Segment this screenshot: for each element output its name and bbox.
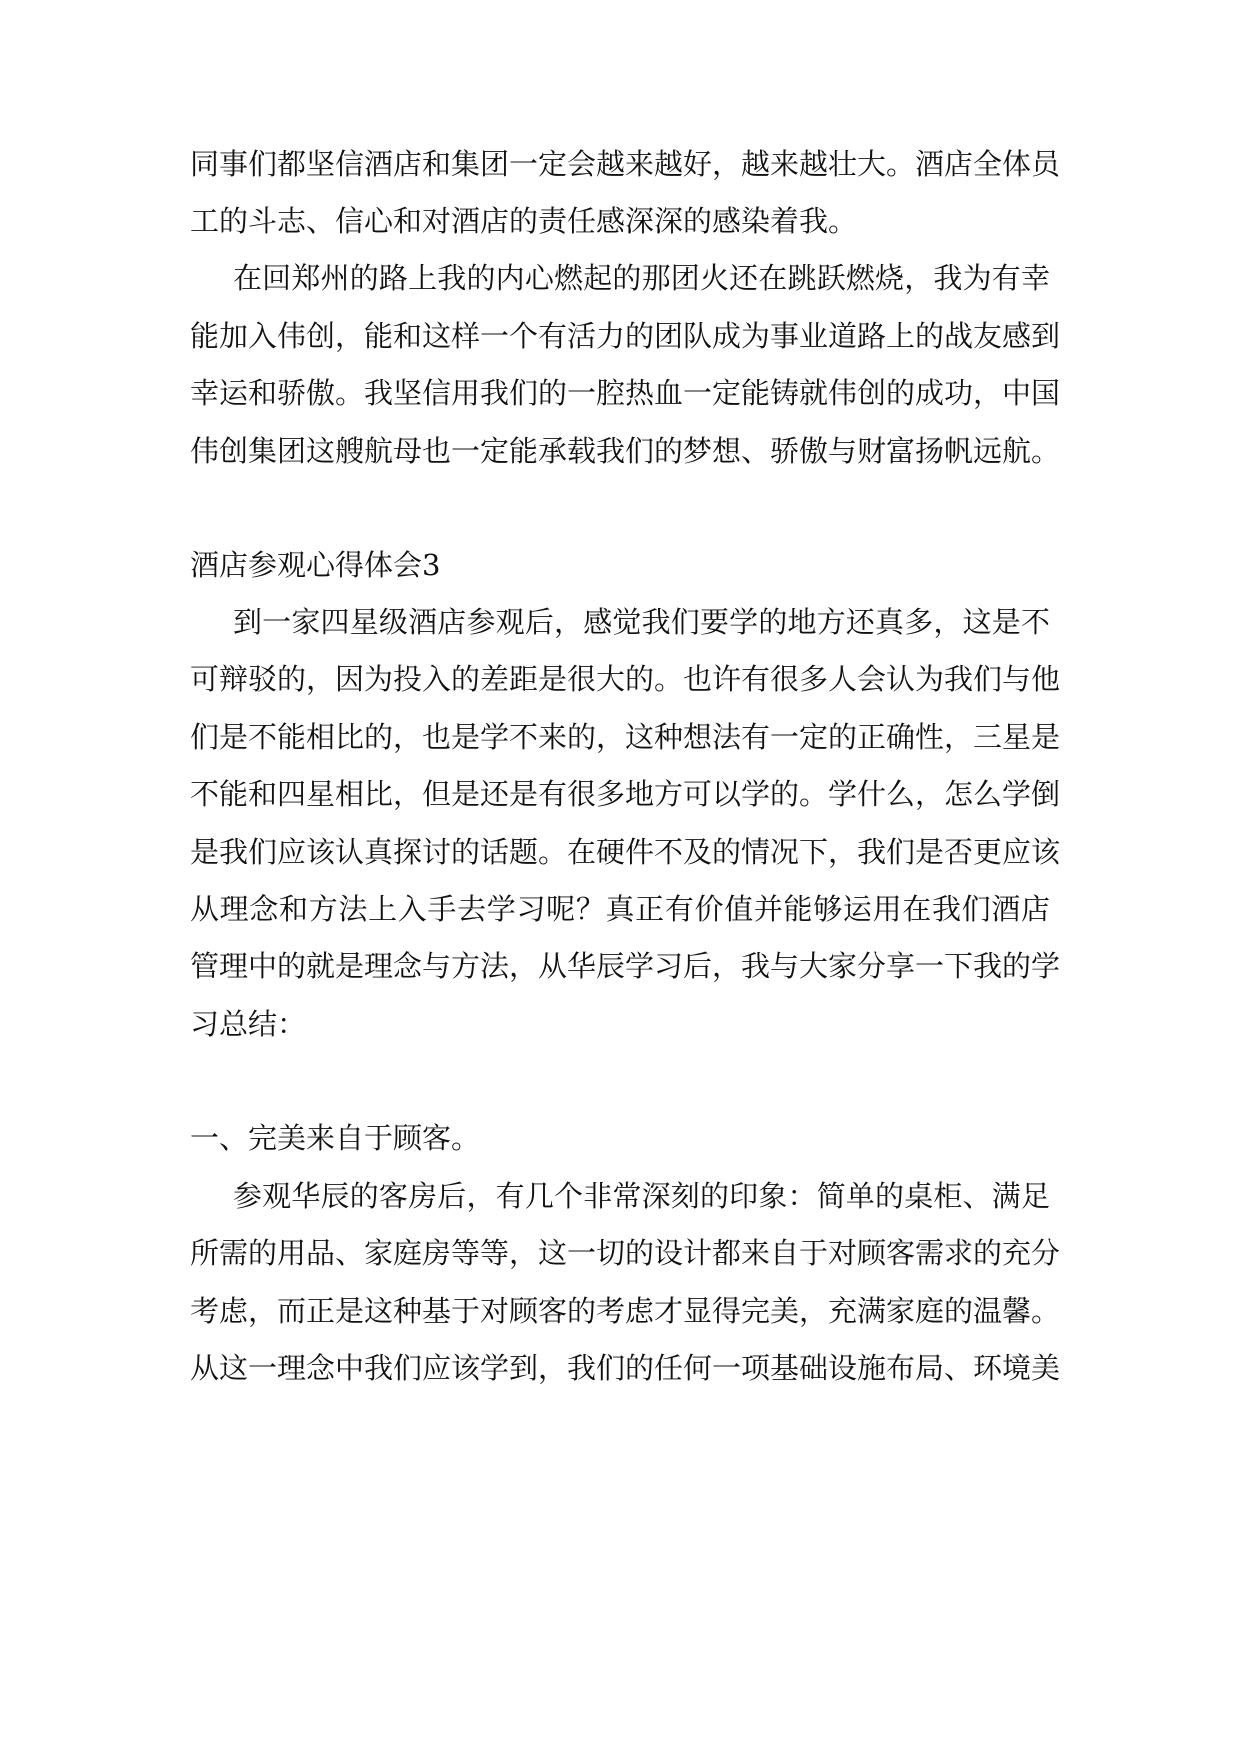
paragraph-4-line-3: 考虑，而正是这种基于对顾客的考虑才显得完美，充满家庭的温馨。 bbox=[190, 1294, 1061, 1328]
paragraph-3-line-4: 不能和四星相比，但是还是有很多地方可以学的。学什么，怎么学倒 bbox=[190, 777, 1061, 811]
paragraph-3-line-5: 是我们应该认真探讨的话题。在硬件不及的情况下，我们是否更应该 bbox=[190, 835, 1061, 869]
paragraph-3-line-3: 们是不能相比的，也是学不来的，这种想法有一定的正确性，三星是 bbox=[190, 720, 1061, 754]
subheading-1: 一、完美来自于顾客。 bbox=[190, 1121, 481, 1155]
paragraph-3-line-8: 习总结： bbox=[190, 1007, 307, 1041]
paragraph-2-line-2: 能加入伟创，能和这样一个有活力的团队成为事业道路上的战友感到 bbox=[190, 319, 1061, 353]
section-title: 酒店参观心得体会3 bbox=[190, 548, 441, 582]
paragraph-3-line-6: 从理念和方法上入手去学习呢？真正有价值并能够运用在我们酒店 bbox=[190, 892, 1050, 926]
paragraph-2-line-4: 伟创集团这艘航母也一定能承载我们的梦想、骄傲与财富扬帆远航。 bbox=[190, 434, 1061, 468]
paragraph-4-line-2: 所需的用品、家庭房等等，这一切的设计都来自于对顾客需求的充分 bbox=[190, 1236, 1061, 1270]
paragraph-4-line-4: 从这一理念中我们应该学到，我们的任何一项基础设施布局、环境美 bbox=[190, 1351, 1061, 1385]
paragraph-3-line-1: 到一家四星级酒店参观后，感觉我们要学的地方还真多，这是不 bbox=[233, 605, 1050, 639]
paragraph-3-line-7: 管理中的就是理念与方法，从华辰学习后，我与大家分享一下我的学 bbox=[190, 949, 1061, 983]
paragraph-1-line-1: 同事们都坚信酒店和集团一定会越来越好，越来越壮大。酒店全体员 bbox=[190, 147, 1061, 181]
paragraph-2-line-3: 幸运和骄傲。我坚信用我们的一腔热血一定能铸就伟创的成功，中国 bbox=[190, 376, 1061, 410]
paragraph-2-line-1: 在回郑州的路上我的内心燃起的那团火还在跳跃燃烧，我为有幸 bbox=[233, 261, 1050, 295]
paragraph-3-line-2: 可辩驳的，因为投入的差距是很大的。也许有很多人会认为我们与他 bbox=[190, 662, 1061, 696]
paragraph-1-line-2: 工的斗志、信心和对酒店的责任感深深的感染着我。 bbox=[190, 204, 858, 238]
paragraph-4-line-1: 参观华辰的客房后，有几个非常深刻的印象：简单的桌柜、满足 bbox=[233, 1179, 1050, 1213]
